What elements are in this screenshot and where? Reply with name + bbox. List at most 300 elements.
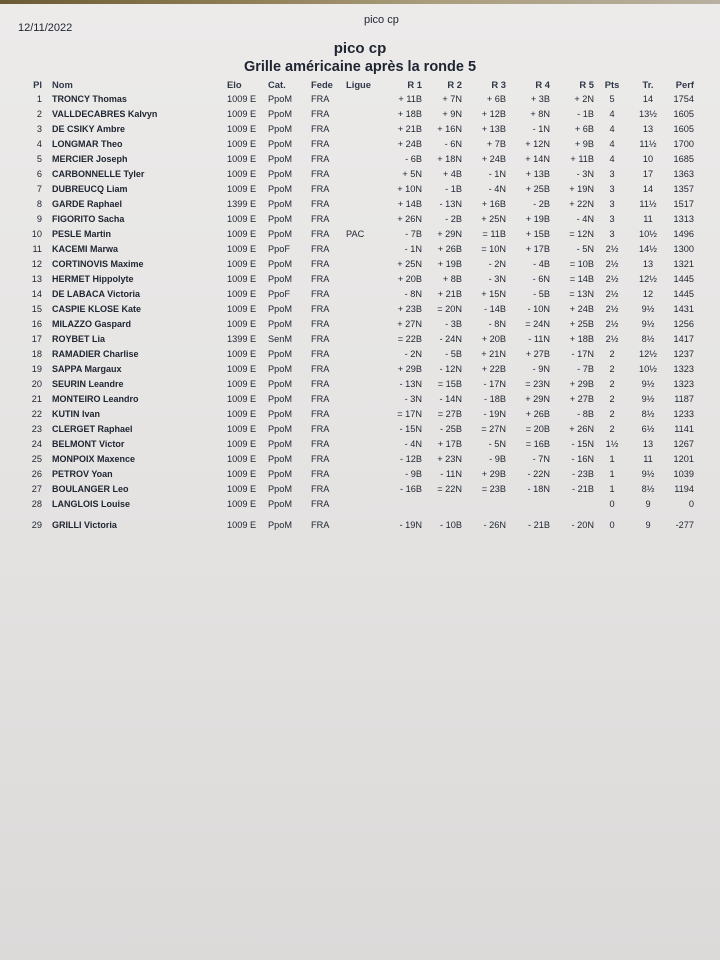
cell-pl: 16 (31, 319, 42, 329)
table-row (0, 107, 720, 122)
cell-pl: 5 (36, 154, 42, 164)
cell-nom: MERCIER Joseph (52, 154, 128, 164)
cell-nom: GARDE Raphael (52, 199, 123, 209)
cell-r5: - 21B (572, 484, 594, 494)
cell-r4: - 21B (528, 520, 550, 530)
cell-r3: - 1N (488, 169, 506, 179)
cell-pl: 8 (36, 199, 42, 209)
cell-r3: + 21N (481, 349, 506, 359)
print-date: 12/11/2022 (18, 22, 73, 34)
cell-elo: 1009 E (227, 424, 257, 434)
cell-r5: - 7B (577, 364, 594, 374)
cell-tr: 8½ (641, 484, 655, 494)
cell-r4: + 13B (525, 169, 550, 179)
cell-r1: + 26N (397, 214, 422, 224)
cell-perf: 1605 (673, 124, 694, 134)
cell-r4: + 3B (530, 94, 550, 104)
col-header-elo: Elo (227, 79, 242, 90)
cell-pts: 2 (609, 349, 615, 359)
cell-fede: FRA (311, 319, 330, 329)
cell-r4: + 15B (525, 229, 550, 239)
cell-fede: FRA (311, 364, 330, 374)
table-body (0, 92, 720, 530)
cell-r1: = 22B (397, 334, 422, 344)
cell-r5: + 22N (569, 199, 594, 209)
cell-elo: 1009 E (227, 454, 257, 464)
cell-r3: + 24B (481, 154, 506, 164)
cell-nom: VALLDECABRES Kalvyn (52, 109, 158, 119)
cell-pl: 1 (36, 94, 42, 104)
cell-pts: 2 (609, 364, 615, 374)
cell-nom: BOULANGER Leo (52, 484, 129, 494)
cell-nom: MONPOIX Maxence (52, 454, 136, 464)
cell-cat: PpoM (268, 109, 293, 119)
cell-nom: BELMONT Victor (52, 439, 125, 449)
cell-fede: FRA (311, 469, 330, 479)
cell-r3: + 15N (481, 289, 506, 299)
cell-pl: 18 (31, 349, 42, 359)
cell-cat: PpoM (268, 154, 293, 164)
cell-fede: FRA (311, 499, 330, 509)
cell-cat: PpoM (268, 424, 293, 434)
table-row (0, 452, 720, 467)
cell-r2: - 24N (439, 334, 462, 344)
cell-nom: MONTEIRO Leandro (52, 394, 139, 404)
cell-fede: FRA (311, 214, 330, 224)
cell-tr: 11 (643, 214, 653, 224)
cell-r4: - 18N (527, 484, 550, 494)
cell-r5: = 13N (569, 289, 594, 299)
table-row (0, 182, 720, 197)
table-row (0, 92, 720, 107)
table-row (0, 242, 720, 257)
cell-r4: - 6N (532, 274, 550, 284)
cell-r3: - 18B (484, 394, 506, 404)
cell-perf: 1685 (673, 154, 694, 164)
cell-cat: PpoM (268, 409, 293, 419)
cell-pl: 3 (36, 124, 42, 134)
cell-r4: = 24N (525, 319, 550, 329)
cell-tr: 14½ (639, 244, 657, 254)
cell-cat: PpoM (268, 349, 293, 359)
cell-fede: FRA (311, 169, 330, 179)
cell-r4: = 16B (525, 439, 550, 449)
cell-pts: 2 (609, 424, 615, 434)
cell-cat: PpoM (268, 184, 293, 194)
cell-tr: 9 (645, 499, 651, 509)
cell-nom: DE CSIKY Ambre (52, 124, 126, 134)
cell-perf: 1237 (673, 349, 694, 359)
cell-pts: 1 (609, 454, 615, 464)
cell-r4: - 10N (527, 304, 550, 314)
cell-pl: 7 (36, 184, 42, 194)
cell-pl: 6 (36, 169, 42, 179)
cell-r2: = 22N (437, 484, 462, 494)
cell-perf: 1187 (674, 394, 694, 404)
cell-tr: 11½ (639, 139, 657, 149)
cell-pts: 5 (609, 94, 615, 104)
cell-cat: PpoM (268, 124, 293, 134)
cell-r4: - 5B (533, 289, 550, 299)
col-header-r2: R 2 (447, 79, 462, 90)
col-header-pts: Pts (604, 79, 620, 90)
cell-r5: + 25B (569, 319, 594, 329)
cell-r3: = 10N (481, 244, 506, 254)
table-row (0, 287, 720, 302)
cell-nom: DUBREUCQ Liam (52, 184, 128, 194)
cell-perf: 1321 (673, 259, 694, 269)
cell-r2: - 5B (445, 349, 462, 359)
cell-pl: 4 (36, 139, 42, 149)
cell-r4: + 29N (525, 394, 550, 404)
cell-r5: + 2N (574, 94, 594, 104)
cell-nom: FIGORITO Sacha (52, 214, 125, 224)
cell-r5: + 19N (569, 184, 594, 194)
cell-perf: 1267 (673, 439, 694, 449)
cell-fede: FRA (311, 139, 330, 149)
col-header-nom: Nom (52, 79, 73, 90)
cell-r3: - 5N (488, 439, 506, 449)
col-header-r4: R 4 (535, 79, 550, 90)
table-row (0, 137, 720, 152)
cell-tr: 10½ (639, 229, 657, 239)
cell-perf: 1357 (673, 184, 694, 194)
cell-pts: 2½ (605, 319, 619, 329)
cell-r3: + 6B (486, 94, 506, 104)
cell-r1: - 16B (400, 484, 422, 494)
cell-r1: - 13N (399, 379, 422, 389)
cell-pts: 2½ (605, 304, 619, 314)
cell-r3: - 9B (489, 454, 506, 464)
table-row (0, 317, 720, 332)
cell-r5: + 6B (574, 124, 594, 134)
cell-fede: FRA (311, 244, 330, 254)
cell-r1: - 12B (400, 454, 422, 464)
cell-r3: + 25N (481, 214, 506, 224)
cell-r1: - 3N (404, 394, 422, 404)
cell-r2: - 2B (445, 214, 462, 224)
cell-elo: 1009 E (227, 184, 257, 194)
cell-elo: 1009 E (227, 379, 257, 389)
cell-pts: 0 (609, 520, 615, 530)
cell-r1: + 24B (397, 139, 422, 149)
cell-fede: FRA (311, 199, 330, 209)
cell-r2: + 8B (442, 274, 462, 284)
cell-nom: HERMET Hippolyte (52, 274, 134, 284)
cell-r4: + 25B (525, 184, 550, 194)
cell-nom: CLERGET Raphael (52, 424, 133, 434)
cell-r4: + 27B (525, 349, 550, 359)
cell-r3: + 12B (481, 109, 506, 119)
cell-pts: 2 (609, 379, 615, 389)
cell-nom: SAPPA Margaux (52, 364, 122, 374)
cell-elo: 1009 E (227, 124, 257, 134)
cell-pts: 3 (609, 169, 615, 179)
cell-cat: PpoM (268, 169, 293, 179)
cell-fede: FRA (311, 274, 330, 284)
cell-pl: 26 (31, 469, 42, 479)
cell-r5: + 18B (569, 334, 594, 344)
cell-r1: + 5N (402, 169, 422, 179)
table-row (0, 422, 720, 437)
cell-cat: PpoM (268, 439, 293, 449)
cell-r5: = 12N (569, 229, 594, 239)
cell-perf: 1233 (673, 409, 694, 419)
col-header-tr: Tr. (642, 79, 654, 90)
col-header-fede: Fede (311, 79, 333, 90)
cell-fede: FRA (311, 259, 330, 269)
cell-r2: - 6N (444, 139, 462, 149)
cell-pl: 21 (31, 394, 42, 404)
cell-cat: PpoM (268, 484, 293, 494)
cell-cat: PpoM (268, 364, 293, 374)
cell-elo: 1009 E (227, 304, 257, 314)
cell-tr: 9½ (641, 379, 655, 389)
table-row (0, 197, 720, 212)
table-row (0, 407, 720, 422)
cell-elo: 1009 E (227, 499, 257, 509)
cell-perf: 1496 (673, 229, 694, 239)
cell-pl: 9 (36, 214, 42, 224)
page-title: Grille américaine après la ronde 5 (243, 59, 477, 75)
cell-r2: + 26B (437, 244, 462, 254)
cell-r1: + 29B (397, 364, 422, 374)
cell-elo: 1009 E (227, 319, 257, 329)
cell-perf: 1445 (673, 289, 694, 299)
cell-fede: FRA (311, 409, 330, 419)
cell-elo: 1009 E (227, 229, 257, 239)
cell-tr: 9½ (641, 469, 655, 479)
cell-tr: 8½ (641, 409, 655, 419)
cell-r1: - 15N (399, 424, 422, 434)
cell-nom: SEURIN Leandre (52, 379, 124, 389)
cell-perf: 1417 (673, 334, 694, 344)
cell-pl: 20 (31, 379, 42, 389)
cell-r2: + 29N (437, 229, 462, 239)
cell-r2: + 18N (437, 154, 462, 164)
cell-fede: FRA (311, 94, 330, 104)
cell-fede: FRA (311, 424, 330, 434)
cell-fede: FRA (311, 484, 330, 494)
cell-tr: 13½ (639, 109, 657, 119)
cell-r4: + 12N (525, 139, 550, 149)
cell-r5: + 24B (569, 304, 594, 314)
cell-r1: + 11B (398, 94, 422, 104)
cell-r2: + 16N (437, 124, 462, 134)
cell-r2: - 12N (439, 364, 462, 374)
cell-pts: 1 (609, 469, 615, 479)
table-row (0, 227, 720, 242)
table-row (0, 332, 720, 347)
cell-r2: + 7N (442, 94, 462, 104)
cell-pts: 3 (609, 229, 615, 239)
cell-cat: PpoM (268, 469, 293, 479)
cell-perf: 1323 (673, 364, 694, 374)
table-row (0, 122, 720, 137)
cell-r3: + 20B (481, 334, 506, 344)
cell-tr: 17 (642, 169, 654, 179)
cell-pts: 3 (609, 214, 615, 224)
cell-elo: 1399 E (227, 334, 257, 344)
cell-r3: = 23B (481, 484, 506, 494)
cell-r2: = 27B (437, 409, 462, 419)
cell-perf: 1194 (674, 484, 694, 494)
cell-r5: - 8B (577, 409, 594, 419)
cell-cat: PpoM (268, 319, 293, 329)
cell-r4: - 1N (532, 124, 550, 134)
cell-cat: PpoM (268, 214, 293, 224)
cell-fede: FRA (311, 109, 330, 119)
cell-elo: 1009 E (227, 409, 257, 419)
cell-pl: 25 (31, 454, 42, 464)
cell-nom: LANGLOIS Louise (52, 499, 131, 509)
cell-pts: 2½ (605, 259, 619, 269)
cell-elo: 1009 E (227, 244, 257, 254)
cell-tr: 13 (642, 259, 654, 269)
cell-nom: DE LABACA Victoria (52, 289, 141, 299)
cell-r2: + 19B (437, 259, 462, 269)
cell-r3: + 7B (486, 139, 506, 149)
cell-r5: - 4N (576, 214, 594, 224)
cell-pts: 4 (609, 154, 615, 164)
table-row (0, 497, 720, 512)
table-row (0, 257, 720, 272)
cell-pl: 23 (31, 424, 42, 434)
cell-perf: 1300 (673, 244, 694, 254)
cell-r2: + 9N (442, 109, 462, 119)
cell-r4: - 7N (532, 454, 550, 464)
cell-r5: - 3N (576, 169, 594, 179)
cell-fede: FRA (311, 379, 330, 389)
cell-r2: = 15B (437, 379, 462, 389)
table-row (0, 302, 720, 317)
cell-cat: PpoM (268, 199, 293, 209)
cell-tr: 8½ (641, 334, 655, 344)
col-header-perf: Perf (675, 79, 694, 90)
cell-nom: PETROV Yoan (52, 469, 113, 479)
cell-r1: - 6B (405, 154, 422, 164)
cell-elo: 1009 E (227, 169, 257, 179)
cell-r2: - 1B (445, 184, 462, 194)
cell-r2: + 23N (437, 454, 462, 464)
cell-nom: RAMADIER Charlise (52, 349, 139, 359)
cell-pts: 2½ (605, 244, 619, 254)
table-row (0, 272, 720, 287)
cell-nom: CARBONNELLE Tyler (52, 169, 145, 179)
table-row (0, 347, 720, 362)
cell-tr: 14 (642, 184, 654, 194)
table-row (0, 167, 720, 182)
cell-pts: 4 (609, 124, 615, 134)
cell-r2: - 14N (439, 394, 462, 404)
table-row (0, 467, 720, 482)
cell-r2: - 11N (440, 469, 462, 479)
col-header-r3: R 3 (491, 79, 506, 90)
cell-r1: + 20B (397, 274, 422, 284)
cell-r2: - 10B (440, 520, 462, 530)
cell-r1: - 8N (404, 289, 422, 299)
cell-elo: 1009 E (227, 259, 257, 269)
cell-fede: FRA (311, 184, 330, 194)
cell-pts: 4 (609, 139, 615, 149)
cell-tr: 12½ (639, 349, 657, 359)
cell-pl: 19 (31, 364, 42, 374)
cell-ligue: PAC (346, 229, 365, 239)
cell-pl: 28 (31, 499, 42, 509)
cell-tr: 12 (642, 289, 654, 299)
cell-cat: PpoM (268, 139, 293, 149)
cell-r5: - 17N (571, 349, 594, 359)
cell-pts: 3 (609, 199, 615, 209)
cell-tr: 11 (643, 454, 653, 464)
cell-r2: - 13N (439, 199, 462, 209)
club-title: pico cp (333, 40, 387, 57)
cell-cat: PpoM (268, 274, 293, 284)
col-header-ligue: Ligue (346, 79, 371, 90)
cell-r1: - 19N (399, 520, 422, 530)
cell-elo: 1009 E (227, 214, 257, 224)
cell-elo: 1009 E (227, 394, 257, 404)
cell-r1: + 27N (397, 319, 422, 329)
cell-elo: 1009 E (227, 484, 257, 494)
cell-r3: - 17N (483, 379, 506, 389)
cell-r1: + 25N (397, 259, 422, 269)
cell-fede: FRA (311, 349, 330, 359)
cell-r1: + 10N (397, 184, 422, 194)
cell-tr: 6½ (641, 424, 655, 434)
cell-tr: 10½ (639, 364, 657, 374)
table-row (0, 392, 720, 407)
cell-elo: 1009 E (227, 274, 257, 284)
cell-perf: 1431 (673, 304, 694, 314)
cell-fede: FRA (311, 454, 330, 464)
cell-perf: 1605 (673, 109, 694, 119)
cell-fede: FRA (311, 394, 330, 404)
cell-r3: + 16B (481, 199, 506, 209)
cell-nom: GRILLI Victoria (52, 520, 117, 530)
cell-pts: 2½ (605, 334, 619, 344)
cell-r2: - 3B (445, 319, 462, 329)
cell-nom: LONGMAR Theo (52, 139, 123, 149)
table-row (0, 212, 720, 227)
table-row (0, 152, 720, 167)
cell-r3: - 19N (483, 409, 506, 419)
cell-pl: 15 (31, 304, 42, 314)
cell-nom: PESLE Martin (52, 229, 112, 239)
cell-r5: + 26N (569, 424, 594, 434)
cell-r4: - 2B (533, 199, 550, 209)
cell-perf: 1313 (673, 214, 694, 224)
cell-r3: - 8N (488, 319, 506, 329)
cell-tr: 9½ (641, 304, 655, 314)
cell-r2: + 4B (442, 169, 462, 179)
cell-fede: FRA (311, 520, 330, 530)
cell-fede: FRA (311, 304, 330, 314)
cell-pl: 14 (31, 289, 42, 299)
cell-r1: - 2N (404, 349, 422, 359)
cell-elo: 1009 E (227, 349, 257, 359)
cell-r1: - 1N (404, 244, 422, 254)
cell-r1: - 9B (405, 469, 422, 479)
cell-tr: 13 (642, 124, 654, 134)
cell-r3: - 3N (488, 274, 506, 284)
cell-fede: FRA (311, 439, 330, 449)
cell-perf: -277 (675, 520, 694, 530)
cell-pts: 2 (609, 409, 615, 419)
cell-r3: - 4N (488, 184, 506, 194)
cell-cat: PpoF (268, 289, 290, 299)
cell-r3: + 13B (481, 124, 506, 134)
